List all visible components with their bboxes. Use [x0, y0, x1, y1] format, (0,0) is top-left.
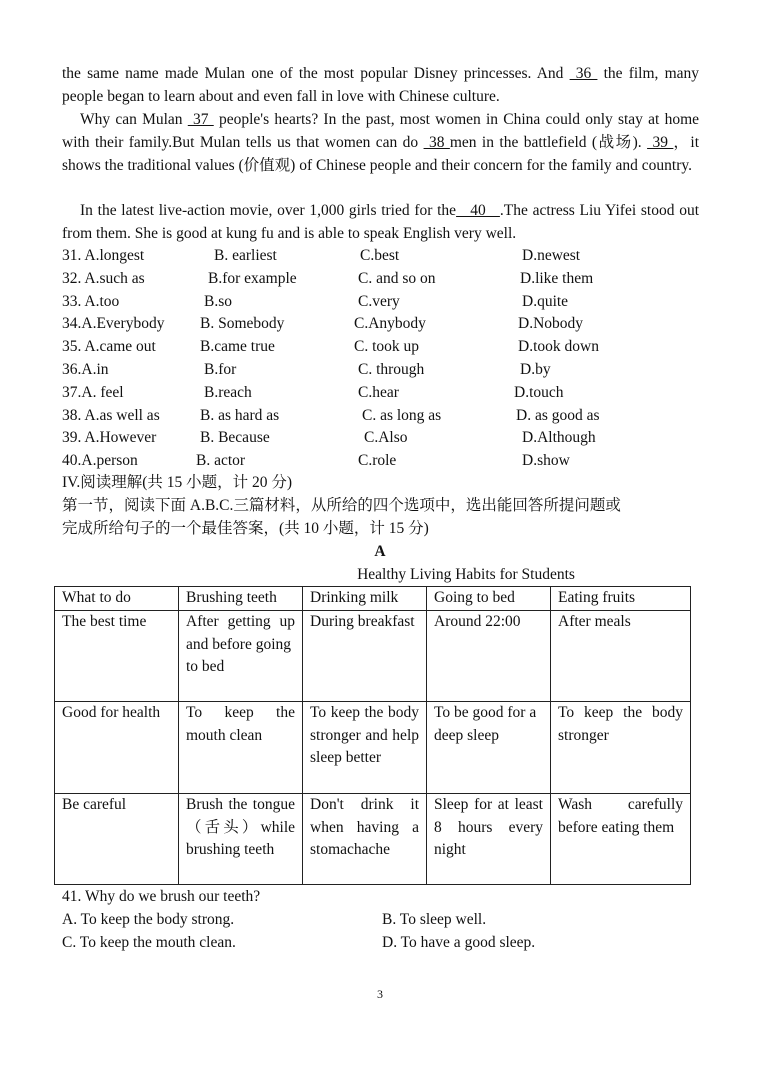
table-cell: The best time: [55, 610, 179, 701]
table-row: [55, 610, 691, 701]
blank-40: 40: [456, 202, 500, 219]
option-c: C.role: [358, 452, 397, 470]
option-number-a: 31. A.longest: [62, 247, 145, 264]
option-row: [62, 427, 722, 450]
table-cell: To keep the body stronger and help sleep better: [303, 701, 427, 793]
option-d: D.newest: [522, 247, 581, 264]
table-cell: During breakfast: [303, 610, 427, 701]
blank-36: 36: [569, 65, 598, 82]
option-number-a: 39. A.However: [62, 429, 157, 447]
table-cell: Brush the tongue（舌头）while brushing teeth: [179, 793, 303, 884]
blank-38: 38: [423, 133, 450, 151]
option-row: [62, 313, 722, 336]
section-instruction-line-2: 完成所给句子的一个最佳答案，(共 10 小题，计 15 分): [62, 520, 429, 537]
option-c: C. as long as: [362, 406, 442, 424]
option-number-a: 33. A.too: [62, 292, 120, 310]
option-number-a: 38. A.as well as: [62, 406, 160, 424]
blank-39: 39: [647, 133, 674, 151]
option-b: B. Somebody: [200, 315, 285, 333]
passage-text: .The actress Liu Yifei stood out from them. She is good at kung fu and is able to speak English very well.: [62, 202, 699, 242]
option-b: B.reach: [204, 383, 252, 401]
passage-paragraph-2: [62, 109, 699, 177]
question-41-option-b: B. To sleep well.: [382, 911, 487, 928]
passage-paragraph-3: [62, 200, 699, 246]
table-header-cell: Eating fruits: [551, 587, 691, 611]
option-d: D. as good as: [516, 406, 600, 424]
option-number-a: 35. A.came out: [62, 338, 156, 356]
option-row: [62, 268, 722, 291]
option-b: B. earliest: [214, 247, 277, 264]
option-d: D.Although: [522, 429, 596, 447]
table-header-cell: Brushing teeth: [179, 587, 303, 611]
table-header-row: [55, 587, 691, 611]
option-c: C.best: [360, 247, 400, 264]
page-number: 3: [377, 987, 383, 1001]
option-b: B.for example: [208, 269, 297, 287]
question-41-option-c: C. To keep the mouth clean.: [62, 934, 236, 951]
blank-37: 37: [187, 111, 214, 128]
table-cell: Wash carefully before eating them: [551, 793, 691, 884]
section-heading: IV.阅读理解(共 15 小题，计 20 分): [62, 474, 293, 491]
option-b: B.came true: [200, 338, 275, 356]
option-b: B. Because: [200, 429, 270, 447]
table-row: [55, 793, 691, 884]
passage-text: Why can Mulan: [80, 111, 188, 128]
option-number-a: 34.A.Everybody: [62, 315, 165, 333]
option-c: C. through: [358, 361, 425, 378]
habits-table: [54, 586, 691, 885]
table-cell: Good for health: [55, 701, 179, 793]
table-title: Healthy Living Habits for Students: [357, 566, 575, 583]
option-c: C. took up: [354, 338, 420, 356]
passage-text: In the latest live-action movie, over 1,000 girls tried for the: [80, 202, 457, 219]
option-row: [62, 336, 722, 359]
table-header-cell: What to do: [55, 587, 179, 611]
option-number-a: 36.A.in: [62, 361, 109, 378]
passage-text: the same name made Mulan one of the most popular Disney princesses. And: [62, 65, 570, 82]
question-41-option-a: A. To keep the body strong.: [62, 911, 235, 928]
question-41-option-d: D. To have a good sleep.: [382, 934, 536, 951]
option-c: C. and so on: [358, 269, 436, 287]
option-row: [62, 382, 722, 405]
option-c: C.hear: [358, 383, 399, 401]
table-cell: To keep the body stronger: [551, 701, 691, 793]
table-cell: To keep the mouth clean: [179, 701, 303, 793]
option-row: [62, 359, 722, 382]
table-header-cell: Drinking milk: [303, 587, 427, 611]
option-d: D.Nobody: [518, 315, 584, 333]
passage-letter: A: [374, 543, 386, 560]
option-row: [62, 291, 722, 314]
option-row: [62, 245, 722, 268]
option-d: D.took down: [518, 338, 599, 356]
passage-paragraph-1: [62, 63, 699, 109]
passage-text: people's hearts? In the past, most women in China could only stay at home with their family.But Mulan tells us that women can do: [62, 111, 700, 151]
question-41-stem: 41. Why do we brush our teeth?: [62, 888, 261, 905]
option-c: C.Also: [364, 429, 408, 447]
table-cell: Around 22:00: [427, 610, 551, 701]
table-cell: After getting up and before going to bed: [179, 610, 303, 701]
option-number-a: 37.A. feel: [62, 383, 124, 401]
option-d: D.by: [520, 361, 551, 378]
option-row: [62, 450, 722, 473]
table-cell: Don't drink it when having a stomachache: [303, 793, 427, 884]
table-cell: To be good for a deep sleep: [427, 701, 551, 793]
option-b: B. actor: [196, 452, 246, 470]
option-number-a: 40.A.person: [62, 452, 138, 470]
table-cell: After meals: [551, 610, 691, 701]
table-row: [55, 701, 691, 793]
section-instruction-line-1: 第一节，阅读下面 A.B.C.三篇材料，从所给的四个选项中，选出能回答所提问题或: [62, 497, 621, 514]
option-d: D.like them: [520, 269, 594, 287]
passage-text: ，it shows the traditional values (价值观) of Chinese people and their concern for the family and country.: [62, 133, 700, 174]
table-header-cell: Going to bed: [427, 587, 551, 611]
option-d: D.quite: [522, 292, 569, 310]
option-b: B.so: [204, 292, 232, 310]
table-cell: Sleep for at least 8 hours every night: [427, 793, 551, 884]
option-c: C.very: [358, 292, 400, 310]
option-d: D.touch: [514, 383, 564, 401]
table-cell: Be careful: [55, 793, 179, 884]
option-number-a: 32. A.such as: [62, 269, 145, 287]
option-d: D.show: [522, 452, 570, 470]
option-row: [62, 405, 722, 428]
passage-text: the film, many people began to learn about and even fall in love with Chinese culture.: [62, 65, 700, 105]
option-b: B. as hard as: [200, 406, 280, 424]
option-c: C.Anybody: [354, 315, 426, 333]
option-b: B.for: [204, 361, 237, 378]
passage-text: men in the battlefield (战场).: [449, 133, 648, 151]
